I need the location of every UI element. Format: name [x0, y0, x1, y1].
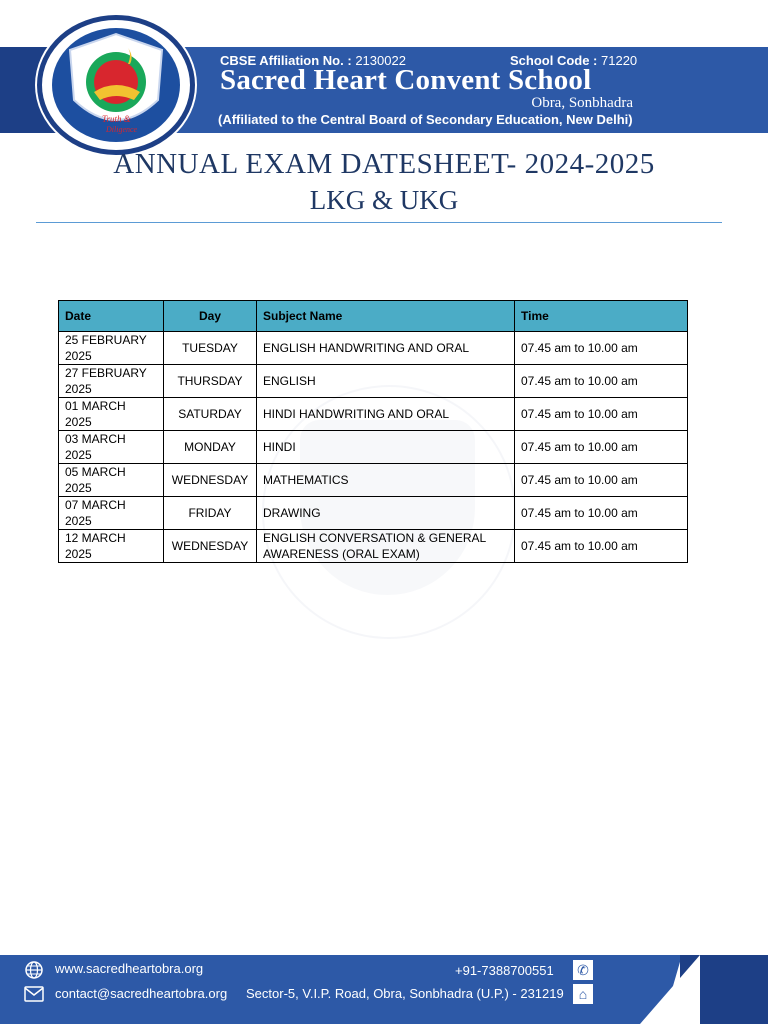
cell-time: 07.45 am to 10.00 am	[515, 497, 688, 530]
globe-icon	[24, 960, 42, 978]
address: Sector-5, V.I.P. Road, Obra, Sonbhadra (U.P.) - 231219	[246, 986, 564, 1001]
cell-day: THURSDAY	[164, 365, 257, 398]
page-subtitle: LKG & UKG	[309, 185, 459, 215]
cell-day: MONDAY	[164, 431, 257, 464]
cell-date: 05 MARCH 2025	[59, 464, 164, 497]
cell-time: 07.45 am to 10.00 am	[515, 365, 688, 398]
cell-date: 07 MARCH 2025	[59, 497, 164, 530]
cell-date: 27 FEBRUARY 2025	[59, 365, 164, 398]
footer-slash	[640, 955, 700, 1024]
cell-time: 07.45 am to 10.00 am	[515, 530, 688, 563]
school-name: Sacred Heart Convent School	[220, 64, 592, 96]
header-time: Time	[515, 301, 688, 332]
affiliation-note: (Affiliated to the Central Board of Secondary Education, New Delhi)	[218, 112, 633, 127]
cell-time: 07.45 am to 10.00 am	[515, 431, 688, 464]
affiliation-number: CBSE Affiliation No. : 2130022	[220, 53, 406, 68]
table-row	[59, 365, 688, 398]
page-title: ANNUAL EXAM DATESHEET- 2024-2025	[113, 148, 655, 180]
cell-subject: MATHEMATICS	[257, 464, 515, 497]
header-subject: Subject Name	[257, 301, 515, 332]
cell-time: 07.45 am to 10.00 am	[515, 398, 688, 431]
school-logo	[42, 20, 190, 150]
cell-date: 01 MARCH 2025	[59, 398, 164, 431]
table-row	[59, 431, 688, 464]
table-row	[59, 398, 688, 431]
title-divider	[36, 222, 722, 223]
school-code: School Code : 71220	[510, 53, 638, 68]
phone-number: +91-7388700551	[455, 963, 554, 978]
phone-icon: ✆	[573, 960, 593, 980]
cell-day: FRIDAY	[164, 497, 257, 530]
cell-day: SATURDAY	[164, 398, 257, 431]
cell-date: 25 FEBRUARY 2025	[59, 332, 164, 365]
cell-subject: ENGLISH	[257, 365, 515, 398]
cell-day: WEDNESDAY	[164, 530, 257, 563]
svg-text:Diligence: Diligence	[106, 125, 138, 134]
table-row	[59, 497, 688, 530]
table-header-row	[59, 301, 688, 332]
cell-day: WEDNESDAY	[164, 464, 257, 497]
email-link[interactable]: contact@sacredheartobra.org	[55, 986, 228, 1001]
cell-subject: HINDI	[257, 431, 515, 464]
cell-date: 12 MARCH 2025	[59, 530, 164, 563]
cell-subject: DRAWING	[257, 497, 515, 530]
website-link[interactable]: www.sacredheartobra.org	[55, 961, 204, 976]
cell-subject: HINDI HANDWRITING AND ORAL	[257, 398, 515, 431]
logo-emblem-icon	[42, 20, 190, 150]
cell-subject: ENGLISH HANDWRITING AND ORAL	[257, 332, 515, 365]
home-icon: ⌂	[573, 984, 593, 1004]
header-date: Date	[59, 301, 164, 332]
cell-time: 07.45 am to 10.00 am	[515, 464, 688, 497]
table-row	[59, 332, 688, 365]
cell-subject: ENGLISH CONVERSATION & GENERAL AWARENESS (ORAL EXAM)	[257, 530, 515, 563]
datesheet-table	[58, 300, 688, 563]
svg-text:Truth &: Truth &	[102, 114, 131, 124]
table-row	[59, 464, 688, 497]
cell-date: 03 MARCH 2025	[59, 431, 164, 464]
header-day: Day	[164, 301, 257, 332]
table-row	[59, 530, 688, 563]
cell-day: TUESDAY	[164, 332, 257, 365]
mail-icon	[24, 986, 42, 1004]
school-place: Obra, Sonbhadra	[531, 95, 633, 111]
cell-time: 07.45 am to 10.00 am	[515, 332, 688, 365]
